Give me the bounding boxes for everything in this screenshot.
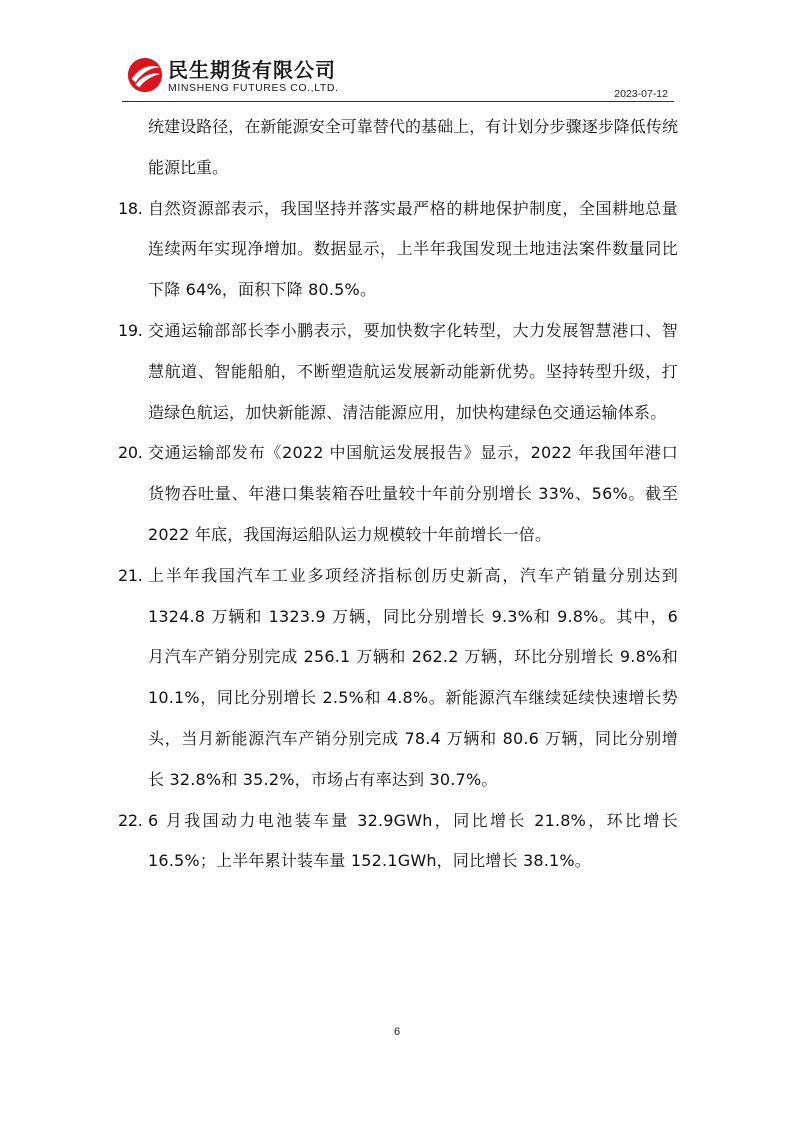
news-item-19 — [118, 311, 678, 433]
item-text: 交通运输部发布《2022 中国航运发展报告》显示，2022 年我国年港口货物吞吐量、年港口集装箱吞吐量较十年前分别增长 33%、56%。截至 2022 年底，我国海运船队运力规模较十年前增长一倍。 — [148, 443, 678, 544]
page-header — [122, 52, 674, 102]
continued-paragraph: 统建设路径，在新能源安全可靠替代的基础上，有计划分步骤逐步降低传统能源比重。 — [148, 117, 678, 177]
company-name-en: MINSHENG FUTURES CO.,LTD. — [168, 82, 339, 94]
news-item-20 — [118, 433, 678, 555]
item-number: 20. — [118, 443, 143, 463]
news-item-18 — [118, 189, 678, 311]
item-text: 6 月我国动力电池装车量 32.9GWh，同比增长 21.8%，环比增长 16.5%；上半年累计装车量 152.1GWh，同比增长 38.1%。 — [148, 810, 678, 871]
item-number: 19. — [118, 320, 143, 340]
report-date: 2023-07-12 — [614, 88, 668, 100]
company-name-cn: 民生期货有限公司 — [168, 58, 336, 82]
item-text: 上半年我国汽车工业多项经济指标创历史新高，汽车产销量分别达到 1324.8 万辆和 1323.9 万辆，同比分别增长 9.3%和 9.8%。其中，6 月汽车产销分别完成 256.1 万辆和 262.2 万辆，环比分别增长 9.8%和 10.1%，同比分别增长 2.5%和 4.8%。新能源汽车继续延续快速增长势头，当月新能源汽车产销分别完成 78.4 万辆和 80.6 万辆，同比分别增长 32.8%和 35.2%，市场占有率达到 30.7%。 — [148, 565, 678, 789]
header-divider — [122, 101, 674, 102]
minsheng-logo-icon — [126, 56, 164, 94]
item-number: 18. — [118, 198, 143, 218]
page-number: 6 — [393, 1026, 401, 1038]
item-number: 21. — [118, 565, 143, 585]
document-body — [118, 107, 678, 882]
item-number: 22. — [118, 810, 143, 830]
news-item-21 — [118, 556, 678, 801]
news-item-22 — [118, 801, 678, 883]
item-text: 交通运输部部长李小鹏表示，要加快数字化转型，大力发展智慧港口、智慧航道、智能船舶，不断塑造航运发展新动能新优势。坚持转型升级，打造绿色航运，加快新能源、清洁能源应用，加快构建绿色交通运输体系。 — [148, 320, 678, 422]
item-text: 自然资源部表示，我国坚持并落实最严格的耕地保护制度，全国耕地总量连续两年实现净增加。数据显示，上半年我国发现土地违法案件数量同比下降 64%，面积下降 80.5%。 — [148, 198, 678, 300]
